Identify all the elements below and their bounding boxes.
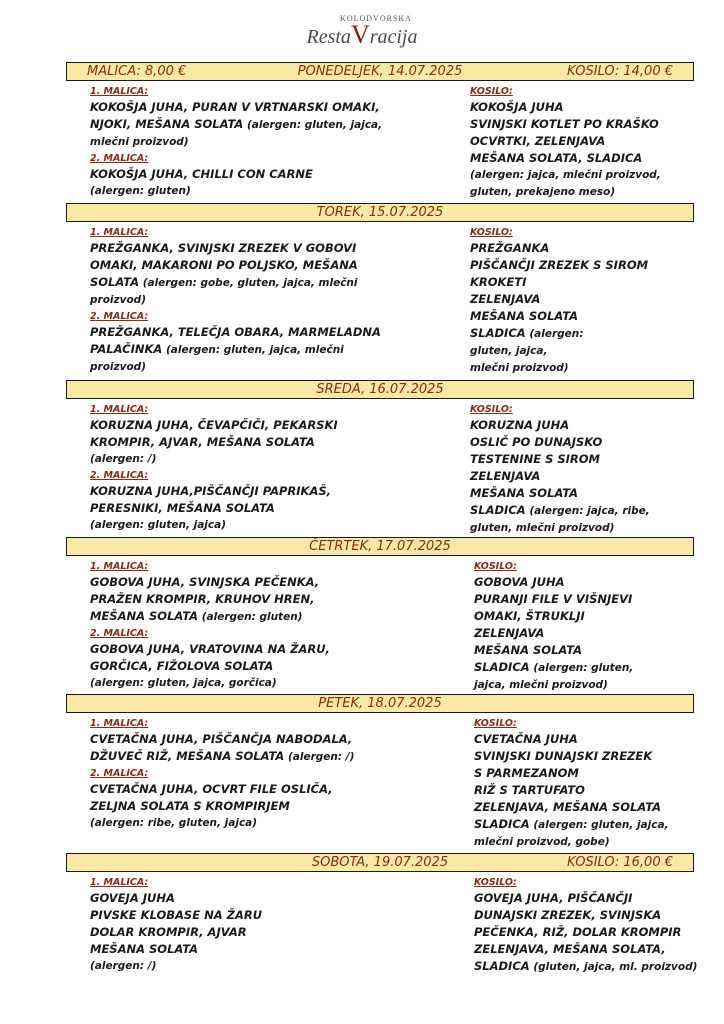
allergen-note: (alergen: gluten)	[90, 185, 191, 197]
day-header-friday	[66, 694, 694, 713]
restaurant-logo	[0, 14, 724, 48]
malica-2-label: 2. MALICA:	[90, 768, 149, 779]
day-title: SOBOTA, 19.07.2025	[311, 855, 449, 870]
kosilo-column-tuesday	[470, 225, 648, 377]
menu-line: SLADICA (alergen: gluten,	[474, 660, 634, 674]
malica-column-friday	[90, 716, 354, 832]
kosilo-label: KOSILO:	[474, 561, 517, 572]
menu-line: SLADICA (alergen: jajca, ribe,	[470, 503, 650, 517]
malica-1-label: 1. MALICA:	[90, 718, 149, 729]
day-title: TOREK, 15.07.2025	[316, 205, 444, 220]
day-title: PETEK, 18.07.2025	[318, 696, 442, 711]
menu-line: PEČENKA, RIŽ, DOLAR KROMPIR	[474, 925, 682, 939]
menu-line: GORČICA, FIŽOLOVA SOLATA	[90, 659, 274, 673]
menu-line: MEŠANA SOLATA	[470, 486, 579, 500]
menu-line: SVINJSKI KOTLET PO KRAŠKO	[470, 117, 659, 131]
menu-line: CVETAČNA JUHA, OCVRT FILE OSLIČA,	[90, 782, 333, 796]
malica-1-label: 1. MALICA:	[90, 227, 149, 238]
menu-line: KORUZNA JUHA, ČEVAPČIČI, PEKARSKI	[90, 418, 338, 432]
menu-line: GOVEJA JUHA, PIŠČANČJI	[474, 891, 633, 905]
malica-2-label: 2. MALICA:	[90, 470, 149, 481]
allergen-note: (alergen: gluten, jajca)	[90, 519, 226, 531]
allergen-note: mlečni proizvod)	[90, 136, 189, 148]
allergen-note: gluten, prekajeno meso)	[470, 186, 616, 198]
menu-line: GOVEJA JUHA	[90, 891, 175, 905]
allergen-note: gluten, jajca,	[470, 345, 548, 357]
allergen-note: mlečni proizvod)	[470, 362, 569, 374]
malica-1-label: 1. MALICA:	[90, 404, 149, 415]
menu-line: OMAKI, MAKARONI PO POLJSKO, MEŠANA	[90, 258, 358, 272]
menu-line: KOKOŠJA JUHA, PURAN V VRTNARSKI OMAKI,	[90, 100, 380, 114]
malica-1-label: 1. MALICA:	[90, 86, 149, 97]
menu-line: ZELENJAVA, MEŠANA SOLATA	[474, 800, 662, 814]
allergen-note: (gluten, jajca, ml. proizvod)	[529, 961, 698, 973]
kosilo-column-wednesday	[470, 402, 650, 537]
kosilo-column-saturday	[474, 875, 697, 976]
menu-line: PURANJI FILE V VIŠNJEVI	[474, 592, 633, 606]
allergen-note: jajca, mlečni proizvod)	[474, 679, 608, 691]
allergen-note: (alergen: gobe, gluten, jajca, mlečni	[139, 277, 358, 289]
kosilo-label: KOSILO:	[470, 404, 513, 415]
menu-line: PRAŽEN KROMPIR, KRUHOV HREN,	[90, 592, 315, 606]
menu-line: KOKOŠJA JUHA, CHILLI CON CARNE	[90, 167, 313, 181]
day-header-monday	[66, 62, 694, 81]
kosilo-column-monday	[470, 84, 661, 201]
menu-line: MEŠANA SOLATA	[470, 309, 579, 323]
menu-line: OSLIČ PO DUNAJSKO	[470, 435, 603, 449]
menu-line: MEŠANA SOLATA	[474, 643, 583, 657]
allergen-note: (alergen: gluten, jajca, gorčica)	[90, 677, 277, 689]
menu-line: KOKOŠJA JUHA	[470, 100, 564, 114]
kosilo-label: KOSILO:	[474, 877, 517, 888]
malica-column-tuesday	[90, 225, 381, 376]
malica-1-label: 1. MALICA:	[90, 561, 149, 572]
menu-line: NJOKI, MEŠANA SOLATA (alergen: gluten, jajca,	[90, 117, 383, 131]
menu-line: GOBOVA JUHA, SVINJSKA PEČENKA,	[90, 575, 320, 589]
menu-line: DOLAR KROMPIR, AJVAR	[90, 925, 247, 939]
menu-line: S PARMEZANOM	[474, 766, 579, 780]
menu-line: ZELENJAVA	[474, 626, 545, 640]
menu-line: MEŠANA SOLATA, SLADICA	[470, 151, 643, 165]
menu-line: SLADICA (gluten, jajca, ml. proizvod)	[474, 959, 698, 973]
menu-line: KORUZNA JUHA,PIŠČANČJI PAPRIKAŠ,	[90, 484, 331, 498]
menu-line: KROMPIR, AJVAR, MEŠANA SOLATA	[90, 435, 315, 449]
menu-line: GOBOVA JUHA, VRATOVINA NA ŽARU,	[90, 642, 330, 656]
kosilo-column-friday	[474, 716, 669, 851]
kosilo-label: KOSILO:	[470, 86, 513, 97]
menu-line: CVETAČNA JUHA	[474, 732, 578, 746]
logo-subtitle: KOLODVORSKA	[340, 14, 412, 23]
menu-line: SLADICA (alergen: gluten, jajca,	[474, 817, 669, 831]
allergen-note: (alergen: /)	[90, 960, 157, 972]
day-title: SREDA, 16.07.2025	[316, 382, 444, 397]
menu-line: PALAČINKA (alergen: gluten, jajca, mlečni	[90, 342, 344, 356]
menu-line: SOLATA (alergen: gobe, gluten, jajca, mlečni	[90, 275, 358, 289]
allergen-note: (alergen: gluten, jajca,	[243, 119, 383, 131]
allergen-note: (alergen: gluten, jajca, mlečni	[162, 344, 344, 356]
menu-line: ZELJNA SOLATA S KROMPIRJEM	[90, 799, 290, 813]
menu-line: PREŽGANKA, SVINJSKI ZREZEK V GOBOVI	[90, 241, 357, 255]
menu-line: SVINJSKI DUNAJSKI ZREZEK	[474, 749, 653, 763]
menu-line: PIVSKE KLOBASE NA ŽARU	[90, 908, 263, 922]
allergen-note: proizvod)	[90, 361, 146, 373]
malica-2-label: 2. MALICA:	[90, 153, 149, 164]
menu-line: MEŠANA SOLATA	[90, 942, 199, 956]
menu-line: OMAKI, ŠTRUKLJI	[474, 609, 585, 623]
malica-2-label: 2. MALICA:	[90, 311, 149, 322]
allergen-note: gluten, mlečni proizvod)	[470, 522, 615, 534]
allergen-note: (alergen: ribe, gluten, jajca)	[90, 817, 258, 829]
kosilo-price: KOSILO: 14,00 €	[567, 64, 673, 79]
menu-line: ZELENJAVA	[470, 292, 541, 306]
allergen-note: (alergen: gluten, jajca,	[529, 819, 669, 831]
allergen-note: (alergen: gluten)	[198, 611, 303, 623]
day-title: PONEDELJEK, 14.07.2025	[297, 64, 463, 79]
menu-line: OCVRTKI, ZELENJAVA	[470, 134, 606, 148]
day-header-wednesday	[66, 380, 694, 399]
menu-line: PIŠČANČJI ZREZEK S SIROM	[470, 258, 649, 272]
malica-column-saturday	[90, 875, 262, 975]
malica-2-label: 2. MALICA:	[90, 628, 149, 639]
allergen-note: (alergen: gluten,	[529, 662, 634, 674]
allergen-note: (alergen: /)	[90, 453, 157, 465]
kosilo-label: KOSILO:	[474, 718, 517, 729]
kosilo-label: KOSILO:	[470, 227, 513, 238]
malica-column-wednesday	[90, 402, 338, 534]
menu-line: KORUZNA JUHA	[470, 418, 570, 432]
kosilo-column-thursday	[474, 559, 633, 694]
menu-line: TESTENINE S SIROM	[470, 452, 600, 466]
malica-1-label: 1. MALICA:	[90, 877, 149, 888]
menu-line: SLADICA (alergen:	[470, 326, 584, 340]
logo-title: RestaVracija	[306, 20, 418, 49]
allergen-note: proizvod)	[90, 294, 146, 306]
menu-line: ZELENJAVA	[470, 469, 541, 483]
day-header-thursday	[66, 537, 694, 556]
allergen-note: mlečni proizvod, gobe)	[474, 836, 610, 848]
logo-accent-letter: V	[350, 20, 370, 49]
kosilo-price: KOSILO: 16,00 €	[567, 855, 673, 870]
allergen-note: (alergen: /)	[284, 751, 355, 763]
menu-line: RIŽ S TARTUFATO	[474, 783, 585, 797]
malica-price: MALICA: 8,00 €	[87, 64, 187, 79]
allergen-note: (alergen:	[525, 328, 584, 340]
malica-column-thursday	[90, 559, 330, 692]
day-title: ČETRTEK, 17.07.2025	[309, 539, 451, 554]
day-header-tuesday	[66, 203, 694, 222]
menu-line: KROKETI	[470, 275, 527, 289]
menu-line: MEŠANA SOLATA (alergen: gluten)	[90, 609, 303, 623]
malica-column-monday	[90, 84, 382, 200]
menu-line: DUNAJSKI ZREZEK, SVINJSKA	[474, 908, 662, 922]
menu-line: PREŽGANKA, TELEČJA OBARA, MARMELADNA	[90, 325, 381, 339]
menu-line: PREŽGANKA	[470, 241, 550, 255]
allergen-note: (alergen: jajca, mlečni proizvod,	[470, 169, 661, 181]
menu-line: PERESNIKI, MEŠANA SOLATA	[90, 501, 275, 515]
allergen-note: (alergen: jajca, ribe,	[525, 505, 650, 517]
day-header-saturday	[66, 853, 694, 872]
menu-line: GOBOVA JUHA	[474, 575, 565, 589]
menu-line: CVETAČNA JUHA, PIŠČANČJA NABODALA,	[90, 732, 353, 746]
menu-line: ZELENJAVA, MEŠANA SOLATA,	[474, 942, 666, 956]
menu-line: DŽUVEČ RIŽ, MEŠANA SOLATA (alergen: /)	[90, 749, 355, 763]
